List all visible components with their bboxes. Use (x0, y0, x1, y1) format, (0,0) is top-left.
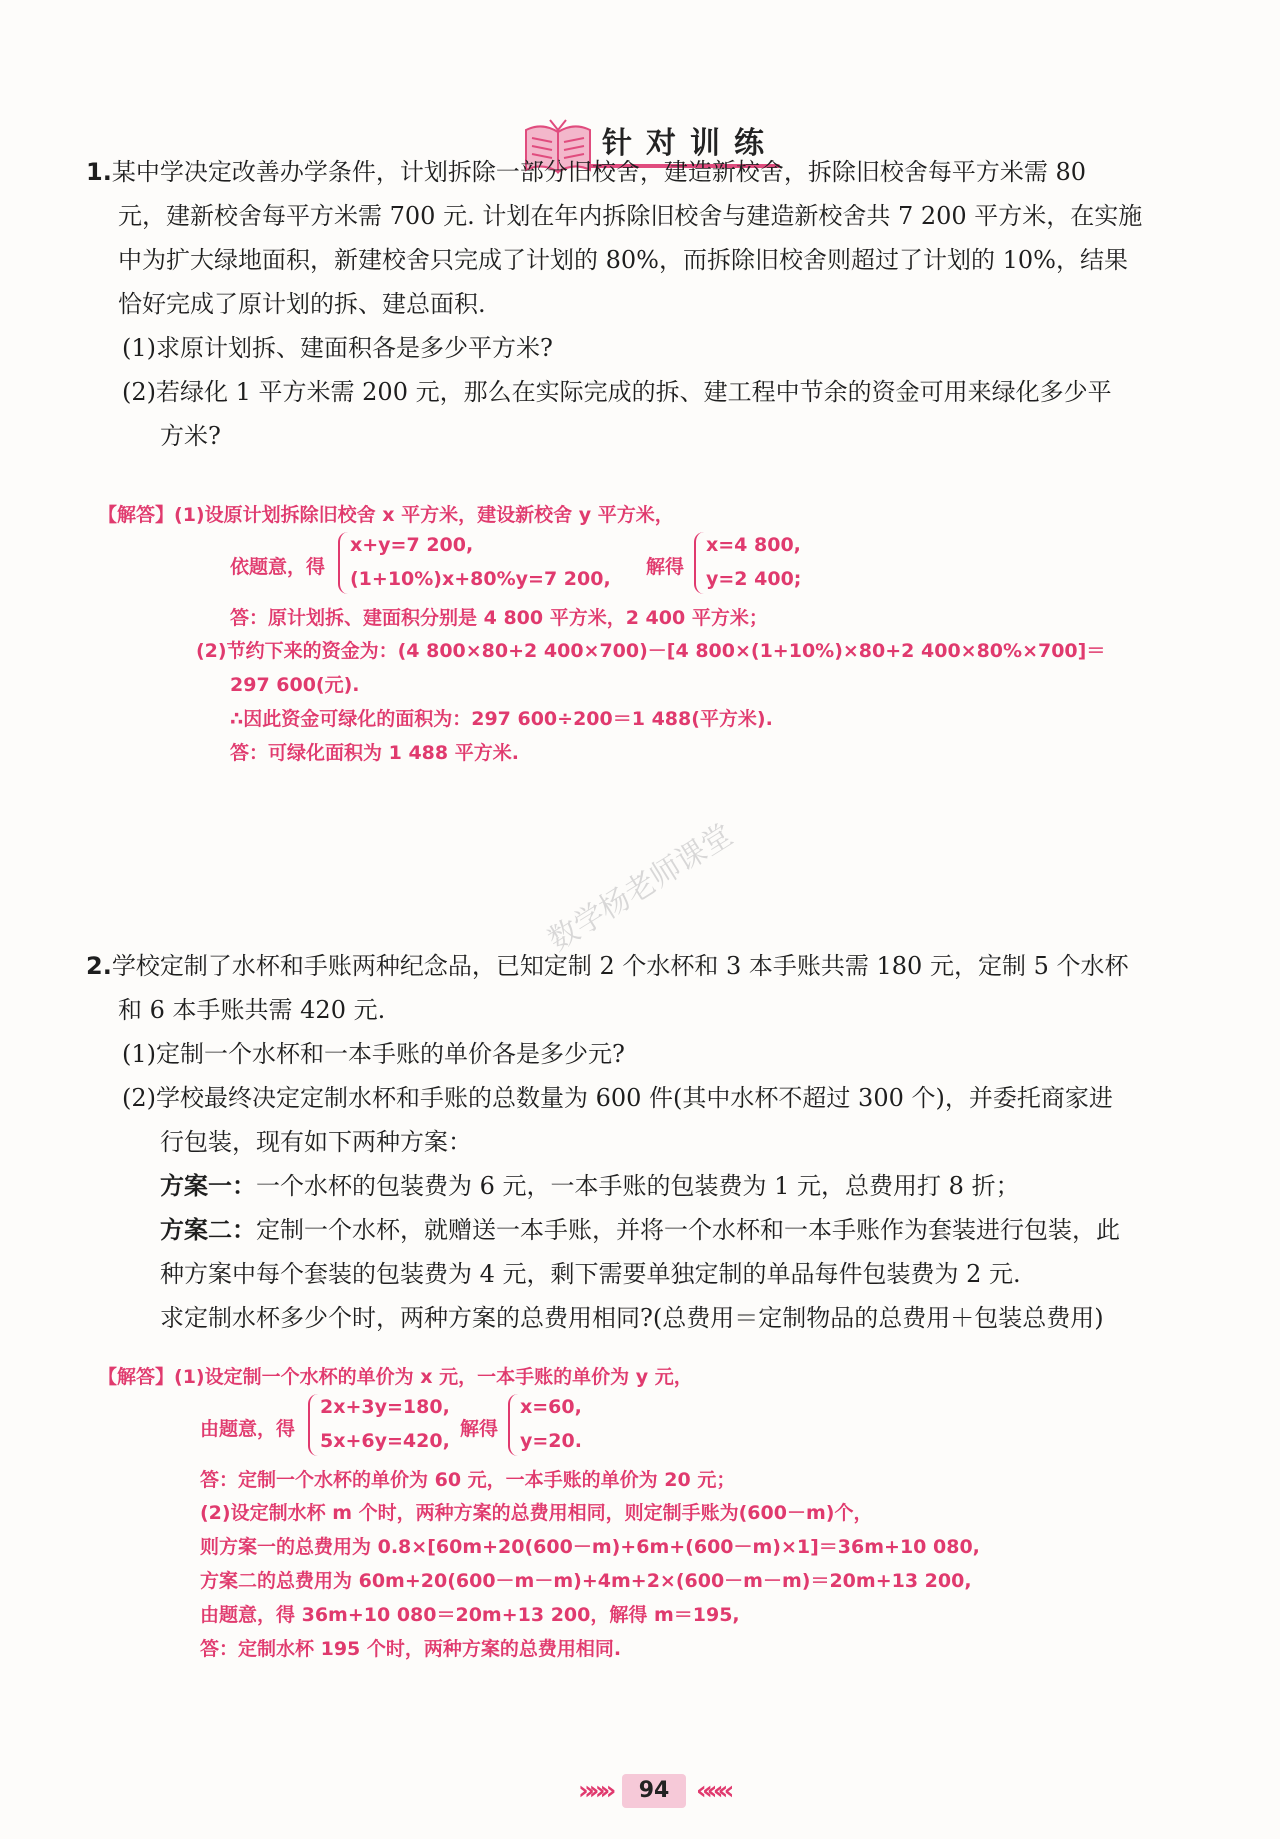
solution-line: (1)设原计划拆除旧校舍 x 平方米，建设新校舍 y 平方米， (174, 504, 674, 526)
question-part-1: (1)定制一个水杯和一本手账的单价各是多少元? (122, 1040, 625, 1068)
answer-line: x=60, (520, 1396, 582, 1418)
plan-b-label: 方案二： (160, 1216, 256, 1244)
equation-brace (308, 1394, 320, 1456)
question-part-2-cont: 方米? (160, 422, 221, 450)
plan-a-label: 方案一： (160, 1172, 256, 1200)
solution-line: ∴因此资金可绿化的面积为：297 600÷200＝1 488(平方米). (230, 708, 773, 730)
plan-a-text: 一个水杯的包装费为 6 元，一本手账的包装费为 1 元，总费用打 8 折； (256, 1172, 1020, 1200)
solution-line: 方案二的总费用为 60m+20(600－m－m)+4m+2×(600－m－m)＝20m+13 200, (200, 1570, 972, 1592)
plan-b-text: 定制一个水杯，就赠送一本手账，并将一个水杯和一本手账作为套装进行包装，此 (256, 1216, 1120, 1244)
solution-line: 答：可绿化面积为 1 488 平方米. (230, 742, 519, 764)
chevron-right-decoration: »»» (578, 1776, 611, 1806)
question-ask: 求定制水杯多少个时，两种方案的总费用相同?(总费用＝定制物品的总费用＋包装总费用) (160, 1304, 1104, 1332)
equation-brace (338, 532, 350, 594)
solution-line: 则方案一的总费用为 0.8×[60m+20(600－m)+6m+(600－m)×1]＝36m+10 080, (200, 1536, 980, 1558)
solution-line: 由题意，得 36m+10 080＝20m+13 200，解得 m＝195, (200, 1604, 740, 1626)
equation-line: (1+10%)x+80%y=7 200, (350, 568, 611, 590)
solution-line: (2)节约下来的资金为：(4 800×80+2 400×700)－[4 800×(1+10%)×80+2 400×80%×700]＝ (196, 640, 1106, 662)
solution-line: 答：定制水杯 195 个时，两种方案的总费用相同. (200, 1638, 622, 1660)
question-stem-line: 和 6 本手账共需 420 元. (118, 996, 386, 1024)
equation-line: 2x+3y=180, (320, 1396, 450, 1418)
question-stem-line: 学校定制了水杯和手账两种纪念品，已知定制 2 个水杯和 3 本手账共需 180 元，定制 5 个水杯 (111, 952, 1129, 980)
question-number: 2. (86, 952, 112, 980)
equation-line: x+y=7 200, (350, 534, 474, 556)
question-stem-line: 元，建新校舍每平方米需 700 元. 计划在年内拆除旧校舍与建造新校舍共 7 200 平方米，在实施 (118, 202, 1143, 230)
solution-line: 答：定制一个水杯的单价为 60 元，一本手账的单价为 20 元； (200, 1469, 736, 1491)
question-number: 1. (86, 158, 112, 186)
answer-line: x=4 800, (706, 534, 801, 556)
question-part-1: (1)求原计划拆、建面积各是多少平方米? (122, 334, 553, 362)
page-title: 针对训练 (602, 126, 778, 161)
solution-line: 解得 (646, 556, 685, 578)
question-stem-line: 恰好完成了原计划的拆、建总面积. (118, 290, 486, 318)
chevron-left-decoration: ««« (696, 1776, 729, 1806)
answer-line: y=20. (520, 1430, 582, 1452)
question-1 (86, 150, 1216, 458)
solution-line: 由题意，得 (200, 1418, 296, 1440)
equation-brace (508, 1394, 520, 1456)
question-stem-line: 中为扩大绿地面积，新建校舍只完成了计划的 80%，而拆除旧校舍则超过了计划的 10%，结果 (118, 246, 1128, 274)
solution-tag: 【解答】 (98, 1366, 175, 1388)
solution-line: 依题意，得 (230, 556, 326, 578)
solution-line: (2)设定制水杯 m 个时，两种方案的总费用相同，则定制手账为(600－m)个， (200, 1502, 873, 1524)
page-number: 94 (622, 1774, 686, 1808)
answer-line: y=2 400; (706, 568, 802, 590)
solution-line: (1)设定制一个水杯的单价为 x 元，一本手账的单价为 y 元， (174, 1366, 693, 1388)
question-part-2: (2)学校最终决定定制水杯和手账的总数量为 600 件(其中水杯不超过 300 个)，并委托商家进 (122, 1084, 1113, 1112)
solution-line: 答：原计划拆、建面积分别是 4 800 平方米，2 400 平方米； (230, 607, 768, 629)
page-footer (0, 1772, 1280, 1812)
question-part-2-cont: 行包装，现有如下两种方案： (160, 1128, 472, 1156)
question-2 (86, 944, 1216, 1340)
solution-tag: 【解答】 (98, 504, 175, 526)
watermark: 数学杨老师课堂 (542, 817, 739, 959)
question-part-2: (2)若绿化 1 平方米需 200 元，那么在实际完成的拆、建工程中节余的资金可用来绿化多少平 (122, 378, 1112, 406)
solution-line: 297 600(元). (230, 674, 360, 696)
solution-line: 解得 (460, 1418, 499, 1440)
equation-line: 5x+6y=420, (320, 1430, 450, 1452)
equation-brace (694, 532, 706, 594)
plan-b-text-cont: 种方案中每个套装的包装费为 4 元，剩下需要单独定制的单品每件包装费为 2 元. (160, 1260, 1021, 1288)
question-stem-line: 某中学决定改善办学条件，计划拆除一部分旧校舍，建造新校舍，拆除旧校舍每平方米需 80 (111, 158, 1086, 186)
